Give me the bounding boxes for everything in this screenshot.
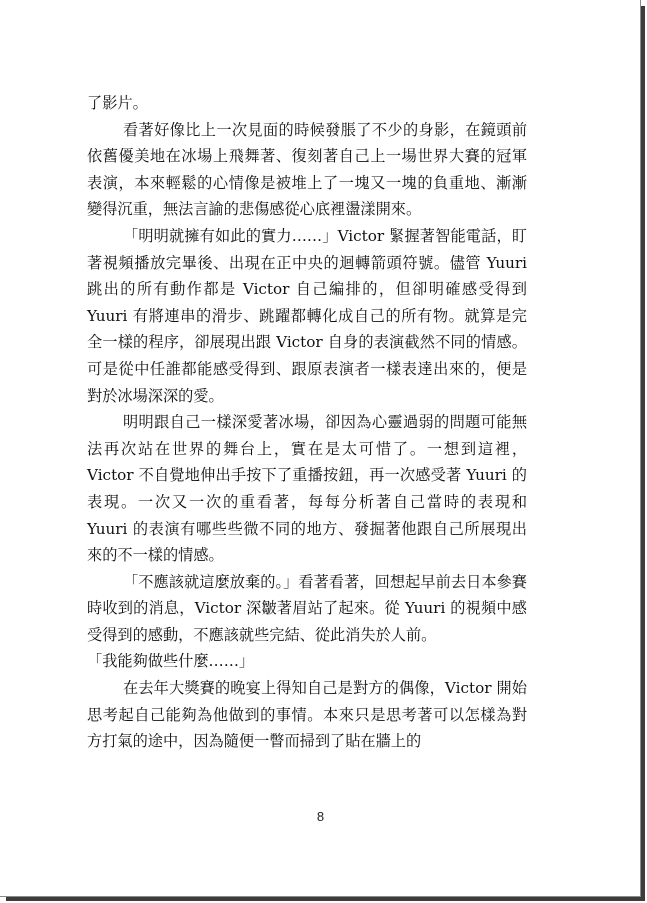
paragraph-2: 看著好像比上一次見面的時候發脹了不少的身影，在鏡頭前依舊優美地在冰場上飛舞著、復刻著自己上一場世界大賽的冠軍表演，本來輕鬆的心情像是被堆上了一塊又一塊的負重地、漸漸變得沉重，無法言諭的悲傷感從心底裡盪漾開來。: [87, 120, 527, 219]
page-shadow-bottom: [6, 897, 645, 901]
paragraph-1: 了影片。: [87, 94, 148, 112]
body-text: [87, 90, 527, 755]
paragraph-3: 「明明就擁有如此的實力……」Victor 緊握著智能電話，盯著視頻播放完畢後、出現在正中央的迴轉箭頭符號。儘管 Yuuri 跳出的所有動作都是 Victor 自己編排的，但卻明確感受得到 Yuuri 有將連串的滑步、跳躍都轉化成自己的所有物。就算是完全一樣的程序，卻展現出跟 Victor 自身的表演截然不同的情感。可是從中任誰都能感受得到、跟原表演者一樣表達出來的，便是對於冰場深深的愛。: [87, 226, 527, 405]
paragraph-4: 明明跟自己一樣深愛著冰場，卻因為心靈過弱的問題可能無法再次站在世界的舞台上，實在是太可惜了。一想到這裡，Victor 不自覺地伸出手按下了重播按鈕，再一次感受著 Yuuri 的表現。一次又一次的重看著，每每分析著自己當時的表現和 Yuuri 的表演有哪些些微不同的地方、發掘著他跟自己所展現出來的不一樣的情感。: [87, 413, 527, 565]
page-shadow-right: [641, 6, 645, 899]
page-number: 8: [316, 809, 325, 824]
paragraph-5: 「不應該就這麼放棄的。」看著看著，回想起早前去日本參賽時收到的消息，Victor 深皺著眉站了起來。從 Yuuri 的視頻中感受得到的感動，不應該就些完結、從此消失於人前。: [87, 572, 527, 644]
paragraph-7: 在去年大獎賽的晚宴上得知自己是對方的偶像，Victor 開始思考起自己能夠為他做到的事情。本來只是思考著可以怎樣為對方打氣的途中，因為隨便一瞥而掃到了貼在牆上的: [87, 679, 527, 751]
paragraph-6: 「我能夠做些什麼……」: [87, 652, 255, 671]
